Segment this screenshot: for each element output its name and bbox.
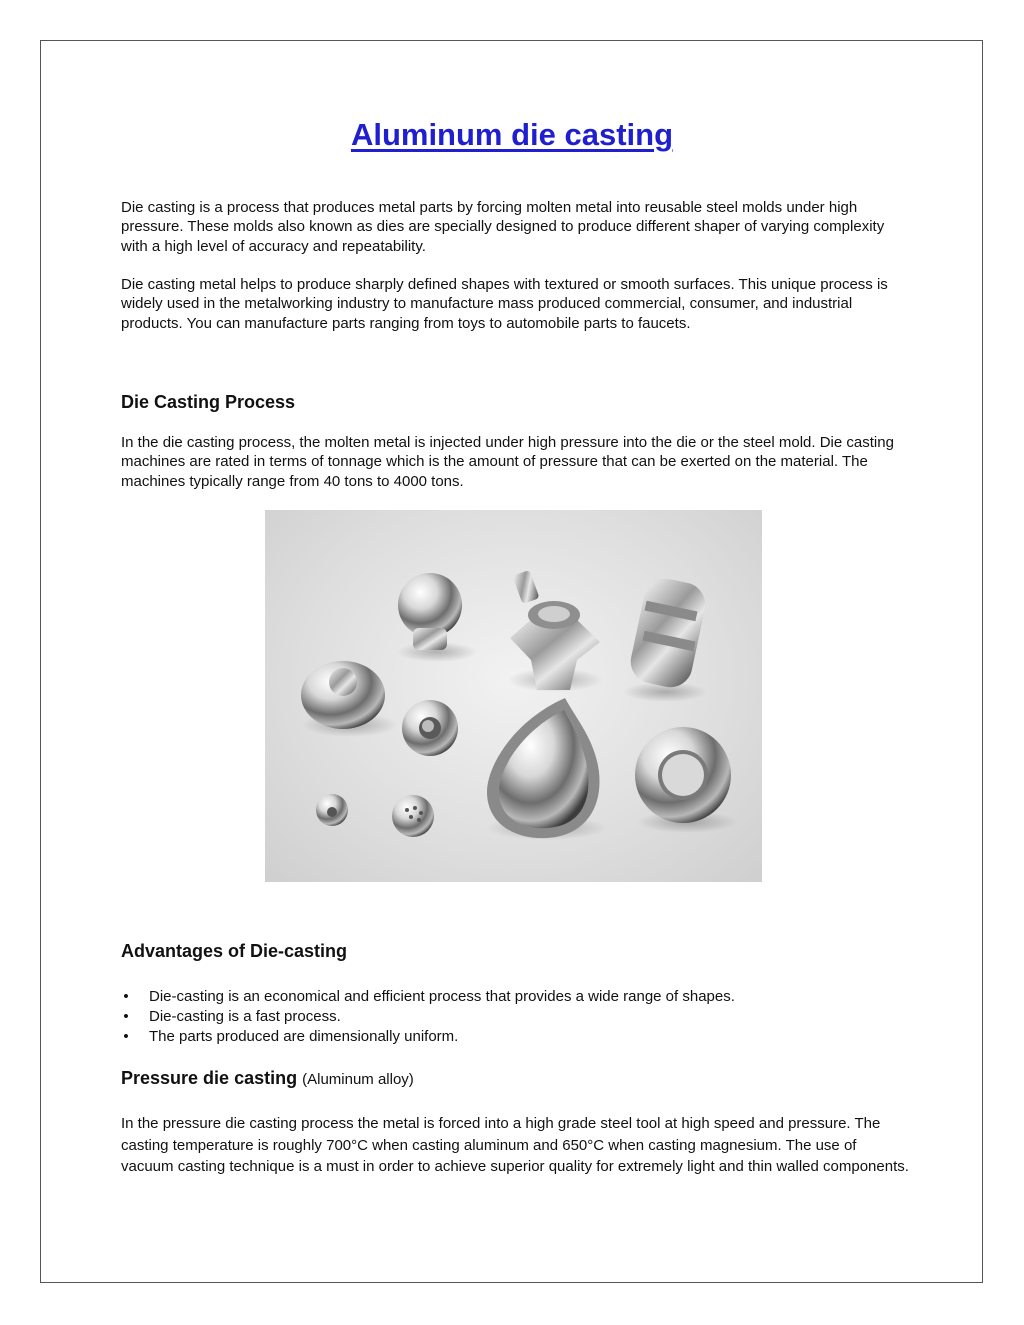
advantages-list bbox=[121, 987, 735, 1047]
list-item bbox=[121, 1027, 735, 1047]
bullet-icon: • bbox=[123, 1008, 129, 1025]
list-item bbox=[121, 1007, 735, 1027]
list-item-text: The parts produced are dimensionally uniform. bbox=[149, 1028, 459, 1045]
document-title: Aluminum die casting bbox=[350, 117, 674, 152]
list-item-text: Die-casting is a fast process. bbox=[149, 1008, 341, 1025]
intro-paragraph-1: Die casting is a process that produces metal parts by forcing molten metal into reusable steel molds under high pressure. These molds also known as dies are specially designed to produce different shaper of varying complexity with a high level of accuracy and repeatability. bbox=[121, 199, 885, 255]
pressure-heading-note: (Aluminum alloy) bbox=[302, 1071, 414, 1088]
process-paragraph: In the die casting process, the molten metal is injected under high pressure into the die or the steel mold. Die casting machines are rated in terms of tonnage which is the amount of pressure that can be exerted on the material. The machines typically range from 40 tons to 4000 tons. bbox=[121, 434, 894, 490]
chrome-parts-illustration bbox=[265, 510, 762, 882]
list-item bbox=[121, 987, 735, 1007]
process-heading: Die Casting Process bbox=[121, 392, 296, 412]
pressure-heading-text: Pressure die casting bbox=[121, 1068, 298, 1088]
bullet-icon: • bbox=[123, 1028, 129, 1045]
bullet-icon: • bbox=[123, 988, 129, 1005]
die-cast-chrome-parts-photo bbox=[265, 510, 762, 882]
list-item-text: Die-casting is an economical and efficient process that provides a wide range of shapes. bbox=[149, 988, 735, 1005]
advantages-heading: Advantages of Die-casting bbox=[121, 941, 348, 961]
pressure-heading bbox=[121, 1068, 414, 1089]
intro-paragraph-2: Die casting metal helps to produce sharply defined shapes with textured or smooth surfaces. This unique process is widely used in the metalworking industry to manufacture mass produced commercial, consumer, and industrial products. You can manufacture parts ranging from toys to automobile parts to faucets. bbox=[121, 276, 888, 332]
pressure-paragraph: In the pressure die casting process the metal is forced into a high grade steel tool at high speed and pressure. The casting temperature is roughly 700°C when casting aluminum and 650°C when casting magnesium. The use of vacuum casting technique is a must in order to achieve superior quality for extremely light and thin walled components. bbox=[121, 1115, 909, 1175]
